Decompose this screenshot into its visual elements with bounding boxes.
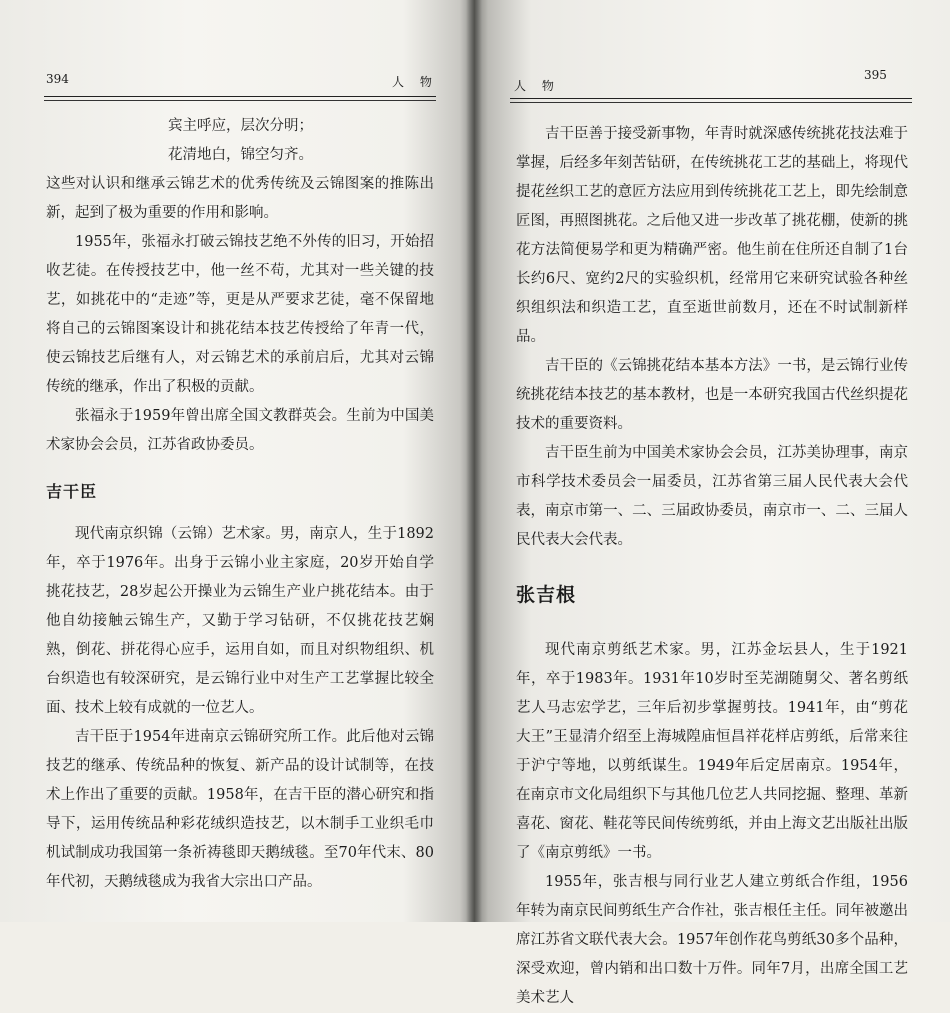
header-rule-thin xyxy=(510,102,912,103)
left-body-text xyxy=(46,112,434,897)
paragraph: 吉干臣的《云锦挑花结本基本方法》一书，是云锦行业传统挑花结本技艺的基本教材，也是一本研究我国古代丝织提花技术的重要资料。 xyxy=(516,358,908,432)
paragraph: 吉干臣善于接受新事物，年青时就深感传统挑花技法难于掌握，后经多年刻苦钻研，在传统挑花工艺的基础上，将现代提花丝织工艺的意匠方法应用到传统挑花工艺上，即先绘制意匠图，再照图挑花。之后他又进一步改革了挑花棚，使新的挑花方法简便易学和更为精确严密。他生前在住所还自制了1台长约6尺、宽约2尺的实验织机，经常用它来研究试验各种丝织组织法和织造工艺，直至逝世前数月，还在不时试制新样品。 xyxy=(516,126,908,345)
paragraph: 现代南京织锦（云锦）艺术家。男，南京人，生于1892年，卒于1976年。出身于云锦小业主家庭，20岁开始自学挑花技艺，28岁起公开操业为云锦生产业户挑花结本。由于他自幼接触云锦生产，又勤于学习钻研，不仅挑花技艺娴熟，倒花、拼花得心应手，运用自如，而且对织物组织、机台织造也有较深研究，是云锦行业中对生产工艺掌握比较全面、技术上较有成就的一位艺人。 xyxy=(46,526,434,716)
paragraph: 1955年，张福永打破云锦技艺绝不外传的旧习，开始招收艺徒。在传授技艺中，他一丝不苟，尤其对一些关键的技艺，如挑花中的“走迹”等，更是从严要求艺徒，毫不保留地将自己的云锦图案设计和挑花结本技艺传授给了年青一代，使云锦技艺后继有人，对云锦艺术的承前启后，尤其对云锦传统的继承，作出了积极的贡献。 xyxy=(46,234,434,395)
section-title-zhang-jigen: 张吉根 xyxy=(516,584,577,606)
paragraph: 1955年，张吉根与同行业艺人建立剪纸合作组，1956年转为南京民间剪纸生产合作社，张吉根任主任。同年被邀出席江苏省文联代表大会。1957年创作花鸟剪纸30多个品种，深受欢迎，曾内销和出口数十万件。同年7月，出席全国工艺美术艺人 xyxy=(516,874,908,1006)
book-gutter-shadow xyxy=(466,0,482,922)
header-rule-thick xyxy=(510,98,912,99)
header-rule-thin xyxy=(44,100,436,101)
running-header-left: 人 物 xyxy=(392,75,438,89)
left-page xyxy=(0,0,474,922)
paragraph: 现代南京剪纸艺术家。男，江苏金坛县人，生于1921年，卒于1983年。1931年10岁时至芜湖随舅父、著名剪纸艺人马志宏学艺，三年后初步掌握剪技。1941年，由“剪花大王”王显清介绍至上海城隍庙恒昌祥花样店剪纸，后常来往于沪宁等地，以剪纸谋生。1949年后定居南京。1954年，在南京市文化局组织下与其他几位艺人共同挖掘、整理、革新喜花、窗花、鞋花等民间传统剪纸，并由上海文艺出版社出版了《南京剪纸》一书。 xyxy=(516,642,908,861)
paragraph: 吉干臣生前为中国美术家协会会员，江苏美协理事，南京市科学技术委员会一届委员，江苏省第三届人民代表大会代表，南京市第一、二、三届政协委员，南京市一、二、三届人民代表大会代表。 xyxy=(516,445,908,548)
page-number-right: 395 xyxy=(864,68,887,82)
running-header-right: 人 物 xyxy=(514,79,560,93)
right-body-text xyxy=(516,120,908,1013)
right-page xyxy=(474,0,950,1006)
paragraph: 张福永于1959年曾出席全国文教群英会。生前为中国美术家协会会员，江苏省政协委员。 xyxy=(46,408,434,453)
paragraph: 吉干臣于1954年进南京云锦研究所工作。此后他对云锦技艺的继承、传统品种的恢复、新产品的设计试制等，在技术上作出了重要的贡献。1958年，在吉干臣的潜心研究和指导下，运用传统品种彩花绒织造技艺，以木制手工业织毛巾机试制成功我国第一条祈祷毯即天鹅绒毯。至70年代末、80年代初，天鹅绒毯成为我省大宗出口产品。 xyxy=(46,729,434,890)
verse-line: 宾主呼应，层次分明； xyxy=(168,118,313,134)
verse-line: 花清地白，锦空匀齐。 xyxy=(168,147,313,163)
page-number-left: 394 xyxy=(46,72,69,86)
section-title-ji-ganchen: 吉干臣 xyxy=(46,482,98,501)
header-rule-thick xyxy=(44,96,436,97)
paragraph: 这些对认识和继承云锦艺术的优秀传统及云锦图案的推陈出新，起到了极为重要的作用和影响。 xyxy=(46,176,434,221)
